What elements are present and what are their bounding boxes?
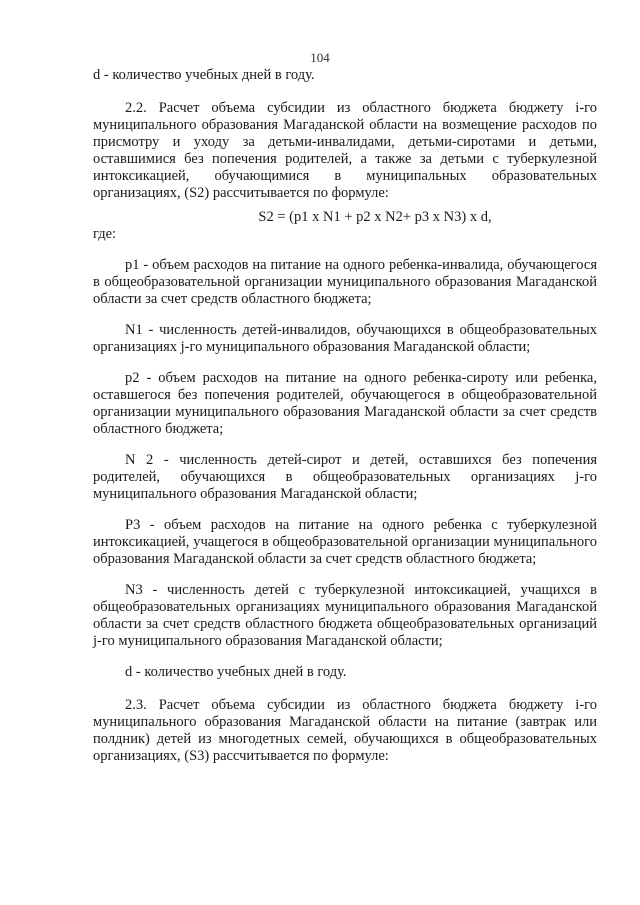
- definition-d: d - количество учебных дней в году.: [125, 664, 347, 680]
- definition-n3: N3 - численность детей с туберкулезной интоксикацией, учащихся в общеобразовательных организациях муниципального образования Магаданской области за счет средств областного бюджета общеобразовательных организаций j-го муниципального образования Магаданской области;: [93, 582, 597, 649]
- definition-p1: p1 - объем расходов на питание на одного ребенка-инвалида, обучающегося в общеобразовательной организации муниципального образования Магаданской области за счет средств областного бюджета;: [93, 257, 597, 307]
- paragraph-section-2-2: 2.2. Расчет объема субсидии из областного бюджета бюджету i-го муниципального образования Магаданской области на возмещение расходов по присмотру и уходу за детьми-инвалидами, детьми-сиротами и детьми, оставшимися без попечения родителей, а также за детьми с туберкулезной интоксикацией, обучающимися в муниципальных образовательных организациях, (S2) рассчитывается по формуле:: [93, 100, 597, 201]
- paragraph-section-2-3: 2.3. Расчет объема субсидии из областного бюджета бюджету i-го муниципального образования Магаданской области на питание (завтрак или полдник) детей из многодетных семей, обучающихся в общеобразовательных организациях, (S3) рассчитывается по формуле:: [93, 697, 597, 764]
- definition-p2: p2 - объем расходов на питание на одного ребенка-сироту или ребенка, оставшегося без попечения родителей, обучающегося в общеобразовательной организации муниципального образования Магаданской области за счет средств областного бюджета;: [93, 370, 597, 437]
- definition-n1: N1 - численность детей-инвалидов, обучающихся в общеобразовательных организациях j-го муниципального образования Магаданской области;: [93, 322, 597, 355]
- document-body: [93, 67, 597, 765]
- where-label: где:: [93, 226, 117, 242]
- definition-n2: N 2 - численность детей-сирот и детей, оставшихся без попечения родителей, обучающихся в общеобразовательных организациях j-го муниципального образования Магаданской области;: [93, 452, 597, 502]
- page-number: 104: [310, 50, 330, 65]
- definition-p3: P3 - объем расходов на питание на одного ребенка с туберкулезной интоксикацией, учащегося в общеобразовательной организации муниципального образования Магаданской области за счет средств областного бюджета;: [93, 517, 597, 567]
- paragraph-d-days-top: d - количество учебных дней в году.: [93, 67, 315, 83]
- formula-s2: S2 = (p1 x N1 + p2 x N2+ p3 x N3) x d,: [258, 209, 492, 225]
